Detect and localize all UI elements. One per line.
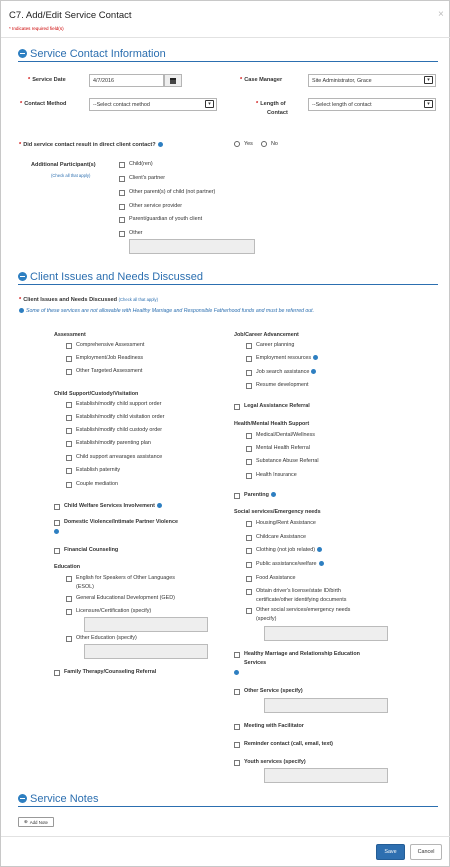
collapse-icon[interactable] (18, 49, 27, 58)
option-childcare: Childcare Assistance (256, 534, 307, 540)
checkbox-other-service[interactable] (234, 689, 240, 695)
contact-method-label: * Contact Method (20, 101, 67, 107)
child-welfare-label: Child Welfare Services Involvement (64, 503, 162, 509)
checkbox-other-social[interactable] (246, 608, 252, 614)
option-housing: Housing/Rent Assistance (256, 520, 316, 526)
option-obtain-line1: Obtain driver's license/state ID/birth (256, 588, 341, 594)
option-cs-2: Establish/modify child visitation order (76, 414, 165, 420)
job-heading: Job/Career Advancement (234, 332, 299, 338)
checkbox-health-insurance[interactable] (246, 473, 252, 479)
option-other-provider: Other service provider (129, 203, 183, 209)
option-cs-1: Establish/modify child support order (76, 401, 162, 407)
option-cs-3: Establish/modify child custody order (76, 427, 162, 433)
option-other-targeted: Other Targeted Assessment (76, 368, 143, 374)
checkbox-obtain-documents[interactable] (246, 589, 252, 595)
option-obtain-line2: certificate/other identifying documents (256, 597, 347, 603)
option-children: Child(ren) (129, 161, 153, 167)
social-heading: Social services/Emergency needs (234, 509, 321, 515)
section-service-contact[interactable] (18, 47, 166, 60)
financial-label: Financial Counseling (64, 547, 119, 553)
option-clothing: Clothing (not job related) (256, 547, 322, 553)
checkbox-cs-5[interactable] (66, 455, 72, 461)
checkbox-meeting[interactable] (234, 724, 240, 730)
footer-divider (1, 836, 450, 837)
chevron-down-icon: ▾ (424, 100, 433, 108)
education-heading: Education (54, 564, 81, 570)
other-social-input[interactable] (264, 626, 388, 641)
option-ged: General Educational Development (GED) (76, 595, 175, 601)
option-employment-readiness: Employment/Job Readiness (76, 355, 144, 361)
checkbox-employment-resources[interactable] (246, 356, 252, 362)
option-clients-partner: Client's partner (129, 175, 166, 181)
option-cs-6: Establish paternity (76, 467, 121, 473)
checkbox-parenting[interactable] (234, 493, 240, 499)
checkbox-other-education[interactable] (66, 636, 72, 642)
checkbox-cs-3[interactable] (66, 428, 72, 434)
help-icon[interactable] (158, 142, 163, 147)
checkbox-cs-1[interactable] (66, 402, 72, 408)
youth-label: Youth services (specify) (244, 759, 306, 765)
modal-title: C7. Add/Edit Service Contact (9, 10, 132, 21)
option-cs-4: Establish/modify parenting plan (76, 440, 151, 446)
healthy-marriage-line1: Healthy Marriage and Relationship Education (244, 651, 360, 657)
help-icon[interactable] (311, 369, 316, 374)
section-service-notes[interactable] (18, 792, 98, 805)
parenting-label: Parenting (244, 492, 276, 498)
participants-check-all: (Check all that apply) (51, 173, 91, 178)
collapse-icon[interactable] (18, 272, 27, 281)
option-food: Food Assistance (256, 575, 296, 581)
licensure-input[interactable] (84, 617, 208, 632)
checkbox-children[interactable] (119, 162, 125, 168)
funding-info: Some of these services are not allowable with Healthy Marriage and Responsible Fatherhood funds and must be referred out. (19, 308, 314, 314)
option-substance: Substance Abuse Referral (256, 458, 319, 464)
checkbox-food[interactable] (246, 576, 252, 582)
help-icon[interactable] (157, 503, 162, 508)
other-service-input[interactable] (264, 698, 388, 713)
case-manager-label: * Case Manager (240, 77, 283, 83)
chevron-down-icon: ▾ (205, 100, 214, 108)
checkbox-child-welfare[interactable] (54, 504, 60, 510)
option-cs-7: Couple mediation (76, 481, 118, 487)
checkbox-substance[interactable] (246, 459, 252, 465)
option-career-planning: Career planning (256, 342, 295, 348)
section-client-issues[interactable] (18, 270, 203, 283)
section-title: Service Contact Information (30, 47, 166, 60)
calendar-icon[interactable] (164, 74, 182, 87)
option-esol-line1: English for Speakers of Other Languages (76, 575, 175, 581)
checkbox-medical[interactable] (246, 433, 252, 439)
option-employment-resources: Employment resources (256, 355, 318, 361)
legal-label: Legal Assistance Referral (244, 403, 310, 409)
issues-check-all: (Check all that apply) (118, 297, 158, 302)
chevron-down-icon: ▾ (424, 76, 433, 84)
service-date-input[interactable]: 4/7/2016 (89, 74, 164, 87)
plus-icon: ⊕ (24, 819, 28, 824)
yes-label: Yes (244, 141, 253, 147)
option-resume: Resume development (256, 382, 309, 388)
option-other-education: Other Education (specify) (76, 635, 137, 641)
domestic-violence-label: Domestic Violence/Intimate Partner Violence (64, 519, 178, 525)
collapse-icon[interactable] (18, 794, 27, 803)
healthy-marriage-line2: Services (244, 660, 267, 666)
checkbox-other-provider[interactable] (119, 204, 125, 210)
youth-input[interactable] (264, 768, 388, 783)
option-parent-guardian: Parent/guardian of youth client (129, 216, 203, 222)
checkbox-reminder[interactable] (234, 742, 240, 748)
other-service-label: Other Service (specify) (244, 688, 303, 694)
option-job-search: Job search assistance (256, 369, 316, 375)
length-label-2: Contact (267, 110, 288, 116)
option-cs-5: Child support arrearages assistance (76, 454, 163, 460)
contact-method-value: --Select contact method (93, 101, 150, 108)
participants-label: Additional Participant(s) (31, 162, 96, 168)
case-manager-value: Site Administrator, Grace (312, 77, 372, 84)
meeting-label: Meeting with Facilitator (244, 723, 304, 729)
option-other-social-line1: Other social services/emergency needs (256, 607, 351, 613)
domestic-violence-help-icon[interactable] (54, 528, 59, 535)
section-rule (18, 61, 438, 62)
checkbox-job-search[interactable] (246, 370, 252, 376)
child-support-heading: Child Support/Custody/Visitation (54, 391, 139, 397)
checkbox-domestic-violence[interactable] (54, 520, 60, 526)
checkbox-resume[interactable] (246, 383, 252, 389)
option-other-parent: Other parent(s) of child (not partner) (129, 189, 216, 195)
yes-radio[interactable] (234, 141, 240, 147)
save-button[interactable]: Save (376, 844, 405, 860)
length-select[interactable] (308, 98, 436, 111)
checkbox-cs-6[interactable] (66, 468, 72, 474)
add-note-label: Add Note (29, 819, 48, 825)
checkbox-licensure[interactable] (66, 609, 72, 615)
section-rule (18, 806, 438, 807)
option-licensure: Licensure/Certification (specify) (76, 608, 152, 614)
checkbox-parent-guardian[interactable] (119, 217, 125, 223)
checkbox-employment-readiness[interactable] (66, 356, 72, 362)
checkbox-other-participant[interactable] (119, 231, 125, 237)
no-label: No (271, 141, 278, 147)
checkbox-comprehensive[interactable] (66, 343, 72, 349)
checkbox-legal[interactable] (234, 404, 240, 410)
checkbox-financial[interactable] (54, 548, 60, 554)
checkbox-cs-7[interactable] (66, 482, 72, 488)
section-title: Service Notes (30, 792, 99, 805)
option-public-assistance: Public assistance/welfare (256, 561, 324, 567)
help-icon[interactable] (317, 547, 322, 552)
checkbox-other-parent[interactable] (119, 190, 125, 196)
section-rule (18, 284, 438, 285)
checkbox-healthy-marriage[interactable] (234, 652, 240, 658)
checkbox-housing[interactable] (246, 521, 252, 527)
option-health-insurance: Health Insurance (256, 472, 297, 478)
checkbox-cs-2[interactable] (66, 415, 72, 421)
checkbox-childcare[interactable] (246, 535, 252, 541)
option-other-social-line2: (specify) (256, 616, 277, 622)
header-divider (1, 37, 450, 38)
checkbox-public-assistance[interactable] (246, 562, 252, 568)
client-issues-label: * Client Issues and Needs Discussed (Check all that apply) (19, 297, 158, 303)
case-manager-select[interactable] (308, 74, 436, 87)
checkbox-ged[interactable] (66, 596, 72, 602)
checkbox-career-planning[interactable] (246, 343, 252, 349)
section-title: Client Issues and Needs Discussed (30, 270, 204, 283)
checkbox-mental-health[interactable] (246, 446, 252, 452)
option-mental-health: Mental Health Referral (256, 445, 310, 451)
option-medical: Medical/Dental/Wellness (256, 432, 315, 438)
reminder-label: Reminder contact (call, email, text) (244, 741, 333, 747)
checkbox-youth[interactable] (234, 760, 240, 766)
length-label-1: * Length of (256, 101, 286, 107)
cancel-button[interactable]: Cancel (410, 844, 442, 860)
checkbox-clients-partner[interactable] (119, 176, 125, 182)
option-comprehensive: Comprehensive Assessment (76, 342, 145, 348)
length-value: --Select length of contact (312, 101, 372, 108)
checkbox-esol[interactable] (66, 576, 72, 582)
info-icon (19, 308, 24, 313)
help-icon[interactable] (271, 492, 276, 497)
healthy-marriage-help-icon[interactable] (234, 669, 239, 676)
help-icon[interactable] (319, 561, 324, 566)
service-date-label: * Service Date (28, 77, 66, 83)
other-participant-input[interactable] (129, 239, 255, 254)
assessment-heading: Assessment (54, 332, 86, 338)
direct-contact-question: * Did service contact result in direct client contact? (19, 142, 163, 148)
contact-method-select[interactable] (89, 98, 217, 111)
checkbox-cs-4[interactable] (66, 441, 72, 447)
other-education-input[interactable] (84, 644, 208, 659)
option-esol-line2: (ESOL) (76, 584, 94, 590)
required-note: * Indicates required field(s) (9, 26, 64, 31)
checkbox-other-targeted[interactable] (66, 369, 72, 375)
option-other-participant: Other (129, 230, 143, 236)
close-icon[interactable]: × (438, 9, 444, 20)
add-note-button[interactable] (18, 817, 54, 827)
family-therapy-label: Family Therapy/Counseling Referral (64, 669, 157, 675)
health-heading: Health/Mental Health Support (234, 421, 310, 427)
checkbox-family-therapy[interactable] (54, 670, 60, 676)
checkbox-clothing[interactable] (246, 548, 252, 554)
help-icon[interactable] (313, 355, 318, 360)
no-radio[interactable] (261, 141, 267, 147)
